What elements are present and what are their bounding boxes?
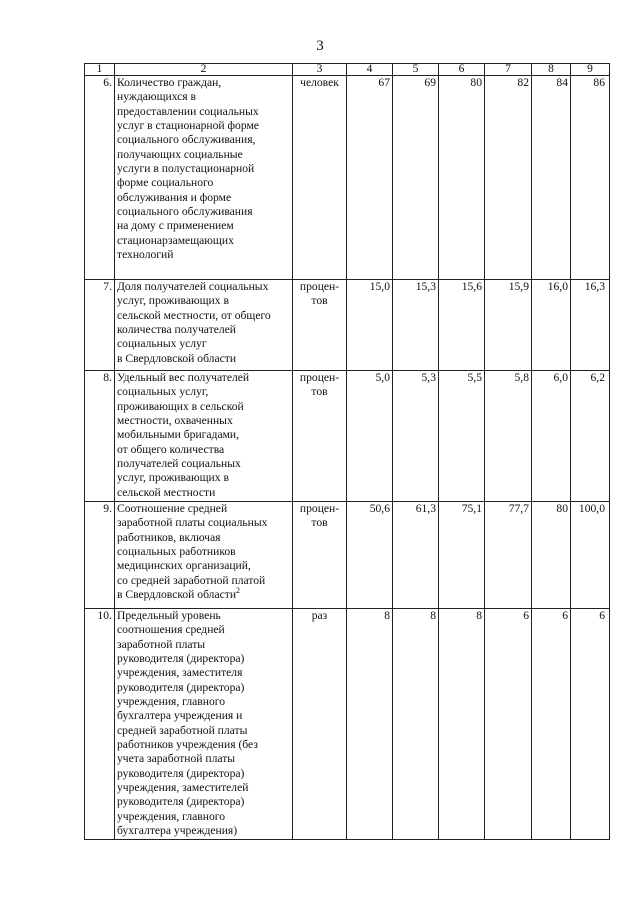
value-cell: 67 [347, 76, 393, 280]
column-header: 1 [85, 64, 115, 76]
row-number: 10. [85, 609, 115, 840]
value-cell: 50,6 [347, 502, 393, 609]
unit-line: тов [311, 385, 328, 399]
unit [293, 609, 347, 840]
indicator-name-line: в Свердловской области [117, 351, 237, 365]
unit-line: процен- [299, 371, 340, 384]
value-cell: 5,0 [347, 371, 393, 502]
value-cell: 16,0 [532, 280, 571, 371]
indicator-name-line: средней заработной платы [117, 723, 248, 737]
value-cell: 77,7 [485, 502, 532, 609]
indicator-name-line: на дому с применением [117, 219, 234, 233]
indicator-name-line: проживающих в сельской [117, 399, 244, 413]
indicator-name-line: заработной платы [117, 637, 206, 651]
indicator-name-line: руководителя (директора) [117, 766, 245, 780]
indicator-name-line: сельской местности [117, 485, 216, 499]
value-cell: 15,3 [393, 280, 439, 371]
indicator-name-line: работников, включая [117, 530, 221, 544]
indicator-name-line: Количество граждан, [117, 76, 222, 89]
value-cell: 61,3 [393, 502, 439, 609]
indicator-name-line: социального обслуживания [117, 205, 253, 219]
indicator-name-line: учреждения, заместителей [117, 781, 249, 795]
indicator-name-line: в Свердловской области$^2$ [117, 586, 241, 602]
value-cell: 15,9 [485, 280, 532, 371]
indicator-name [115, 371, 293, 502]
value-cell: 6 [571, 609, 610, 840]
column-header: 5 [393, 64, 439, 76]
indicator-name-line: учреждения, главного [117, 695, 226, 709]
indicator-name-line: услуг, проживающих в [117, 294, 229, 308]
unit-line: тов [311, 516, 328, 530]
indicator-name-line: работников учреждения (без [117, 738, 258, 752]
table-row [85, 280, 610, 371]
indicator-name-line: учета заработной платы [117, 752, 236, 766]
value-cell: 6 [532, 609, 571, 840]
indicator-name-line: учреждения, главного [117, 809, 226, 823]
unit-line: раз [311, 609, 328, 622]
value-cell: 6,0 [532, 371, 571, 502]
indicator-name-line: стационарзамещающих [117, 233, 234, 247]
value-cell: 75,1 [439, 502, 485, 609]
indicator-name-line: обслуживания и форме [117, 190, 232, 204]
indicator-name-line: бухгалтера учреждения) [117, 824, 238, 838]
indicator-name-line: учреждения, заместителя [117, 666, 243, 680]
value-cell: 80 [532, 502, 571, 609]
indicator-name-line: получающих социальные [117, 147, 243, 161]
value-cell: 6,2 [571, 371, 610, 502]
unit [293, 280, 347, 371]
footnote-mark: 2 [236, 586, 241, 596]
value-cell: 15,6 [439, 280, 485, 371]
column-header: 3 [293, 64, 347, 76]
indicator-name-line: нуждающихся в [117, 90, 197, 104]
indicator-name-line: услуг в стационарной форме [117, 119, 259, 133]
column-header: 6 [439, 64, 485, 76]
row-number: 9. [85, 502, 115, 609]
value-cell: 84 [532, 76, 571, 280]
table-body [85, 76, 610, 840]
indicator-name-line: от общего количества [117, 442, 225, 456]
column-header: 4 [347, 64, 393, 76]
value-cell: 5,3 [393, 371, 439, 502]
indicator-name-line: социального обслуживания, [117, 133, 256, 147]
indicator-name-line: социальных услуг, [117, 385, 209, 399]
indicator-name-line: Соотношение средней [117, 502, 228, 515]
indicator-name-line: сельской местности, от общего [117, 308, 271, 322]
table-row [85, 76, 610, 280]
unit-line: процен- [299, 280, 340, 293]
indicator-name-line: Удельный вес получателей [117, 371, 250, 384]
table-row [85, 371, 610, 502]
value-cell: 100,0 [571, 502, 610, 609]
indicator-name [115, 280, 293, 371]
indicator-name-line: местности, охваченных [117, 414, 233, 428]
unit [293, 76, 347, 280]
indicator-name-line: руководителя (директора) [117, 680, 245, 694]
value-cell: 8 [393, 609, 439, 840]
table-header-row [85, 64, 610, 76]
row-number: 8. [85, 371, 115, 502]
column-header: 8 [532, 64, 571, 76]
value-cell: 69 [393, 76, 439, 280]
indicator-name [115, 502, 293, 609]
value-cell: 16,3 [571, 280, 610, 371]
unit-line: процен- [299, 502, 340, 515]
row-number: 6. [85, 76, 115, 280]
table-row [85, 609, 610, 840]
column-header: 9 [571, 64, 610, 76]
value-cell: 86 [571, 76, 610, 280]
indicator-name-line: руководителя (директора) [117, 795, 245, 809]
indicator-name-line: форме социального [117, 176, 214, 190]
indicator-name [115, 609, 293, 840]
value-cell: 8 [347, 609, 393, 840]
row-number: 7. [85, 280, 115, 371]
value-cell: 5,8 [485, 371, 532, 502]
value-cell: 15,0 [347, 280, 393, 371]
indicator-name [115, 76, 293, 280]
indicator-name-line: услуги в полустационарной [117, 162, 255, 176]
unit-line: тов [311, 294, 328, 308]
indicator-name-line: технологий [117, 248, 174, 262]
value-cell: 80 [439, 76, 485, 280]
unit [293, 502, 347, 609]
indicator-name-line: руководителя (директора) [117, 652, 245, 666]
indicator-name-line: со средней заработной платой [117, 573, 266, 587]
indicator-name-line: медицинских организаций, [117, 559, 251, 573]
indicator-name-line: количества получателей [117, 323, 236, 337]
indicator-name-line: мобильными бригадами, [117, 428, 240, 442]
indicator-name-line: услуг, проживающих в [117, 471, 229, 485]
table-row [85, 502, 610, 609]
unit [293, 371, 347, 502]
value-cell: 82 [485, 76, 532, 280]
indicators-table [84, 63, 610, 840]
indicator-name-line: получателей социальных [117, 457, 241, 471]
indicator-name-line: соотношения средней [117, 623, 225, 637]
indicator-name-line: социальных услуг [117, 337, 207, 351]
indicator-name-line: заработной платы социальных [117, 516, 268, 530]
value-cell: 6 [485, 609, 532, 840]
value-cell: 8 [439, 609, 485, 840]
indicator-name-line: Доля получателей социальных [117, 280, 269, 293]
unit-line: человек [300, 76, 339, 89]
column-header: 2 [115, 64, 293, 76]
indicator-name-line: социальных работников [117, 545, 236, 559]
indicator-name-line: предоставлении социальных [117, 104, 259, 118]
value-cell: 5,5 [439, 371, 485, 502]
indicator-name-line: Предельный уровень [117, 609, 221, 622]
indicator-name-line: бухгалтера учреждения и [117, 709, 243, 723]
column-header: 7 [485, 64, 532, 76]
page-number: 3 [316, 38, 324, 54]
